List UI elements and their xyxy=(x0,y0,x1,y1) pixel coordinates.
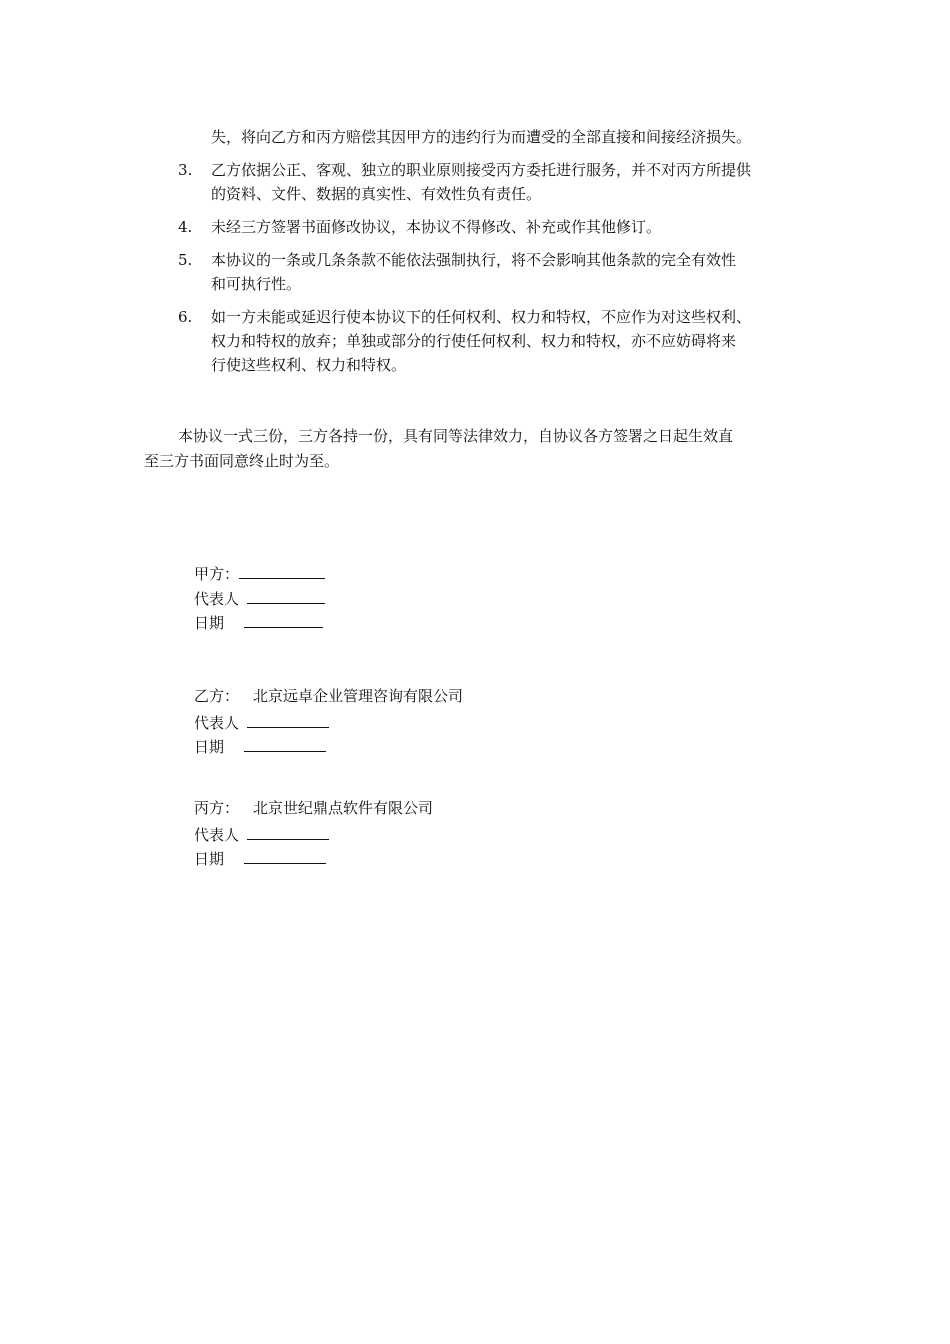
party-b-date-label: 日期 xyxy=(194,738,225,756)
party-c-label: 丙方： xyxy=(194,799,240,817)
closing-paragraph-line: 至三方书面同意终止时为至。 xyxy=(144,452,340,470)
party-b-label: 乙方： xyxy=(194,687,240,705)
party-a-signature-line xyxy=(239,562,325,579)
party-b-name: 北京远卓企业管理咨询有限公司 xyxy=(253,687,464,705)
clause-line: 权力和特权的放弃；单独或部分的行使任何权利、权力和特权，亦不应妨碍将来 xyxy=(211,332,737,350)
party-c-row xyxy=(194,798,433,818)
party-b-date-line xyxy=(244,735,326,752)
party-b-row xyxy=(194,686,463,706)
party-c-name: 北京世纪鼎点软件有限公司 xyxy=(253,799,434,817)
clause-line: 和可执行性。 xyxy=(211,275,302,293)
clause-line: 未经三方签署书面修改协议，本协议不得修改、补充或作其他修订。 xyxy=(211,218,662,236)
party-c-rep-signature-line xyxy=(247,823,329,840)
party-a-rep-row xyxy=(194,587,325,609)
party-b-rep-row xyxy=(194,711,329,733)
party-c-date-label: 日期 xyxy=(194,850,225,868)
party-a-row xyxy=(194,562,325,584)
clause-number: 5. xyxy=(178,251,193,269)
party-c-date-row xyxy=(194,847,326,869)
party-a-rep-signature-line xyxy=(247,587,325,604)
party-a-rep-label: 代表人 xyxy=(194,590,240,608)
party-a-label: 甲方： xyxy=(194,565,240,583)
clause-line: 乙方依据公正、客观、独立的职业原则接受丙方委托进行服务，并不对丙方所提供 xyxy=(211,161,752,179)
clause-line: 行使这些权利、权力和特权。 xyxy=(211,356,407,374)
clause-number: 6. xyxy=(178,308,193,326)
party-c-rep-label: 代表人 xyxy=(194,826,240,844)
clause-number: 4. xyxy=(178,218,193,236)
party-c-date-line xyxy=(244,847,326,864)
party-a-date-row xyxy=(194,611,323,633)
party-c-rep-row xyxy=(194,823,329,845)
party-b-date-row xyxy=(194,735,326,757)
party-a-date-line xyxy=(244,611,323,628)
clause-line: 如一方未能或延迟行使本协议下的任何权利、权力和特权，不应作为对这些权利、 xyxy=(211,308,752,326)
clause-line: 本协议的一条或几条条款不能依法强制执行，将不会影响其他条款的完全有效性 xyxy=(211,251,737,269)
continuation-text: 失，将向乙方和丙方赔偿其因甲方的违约行为而遭受的全部直接和间接经济损失。 xyxy=(211,128,752,146)
party-a-date-label: 日期 xyxy=(194,614,225,632)
clause-line: 的资料、文件、数据的真实性、有效性负有责任。 xyxy=(211,185,542,203)
party-b-rep-label: 代表人 xyxy=(194,714,240,732)
closing-paragraph-line: 本协议一式三份，三方各持一份，具有同等法律效力，自协议各方签署之日起生效直 xyxy=(178,427,734,445)
clause-number: 3. xyxy=(178,161,193,179)
party-b-rep-signature-line xyxy=(247,711,329,728)
